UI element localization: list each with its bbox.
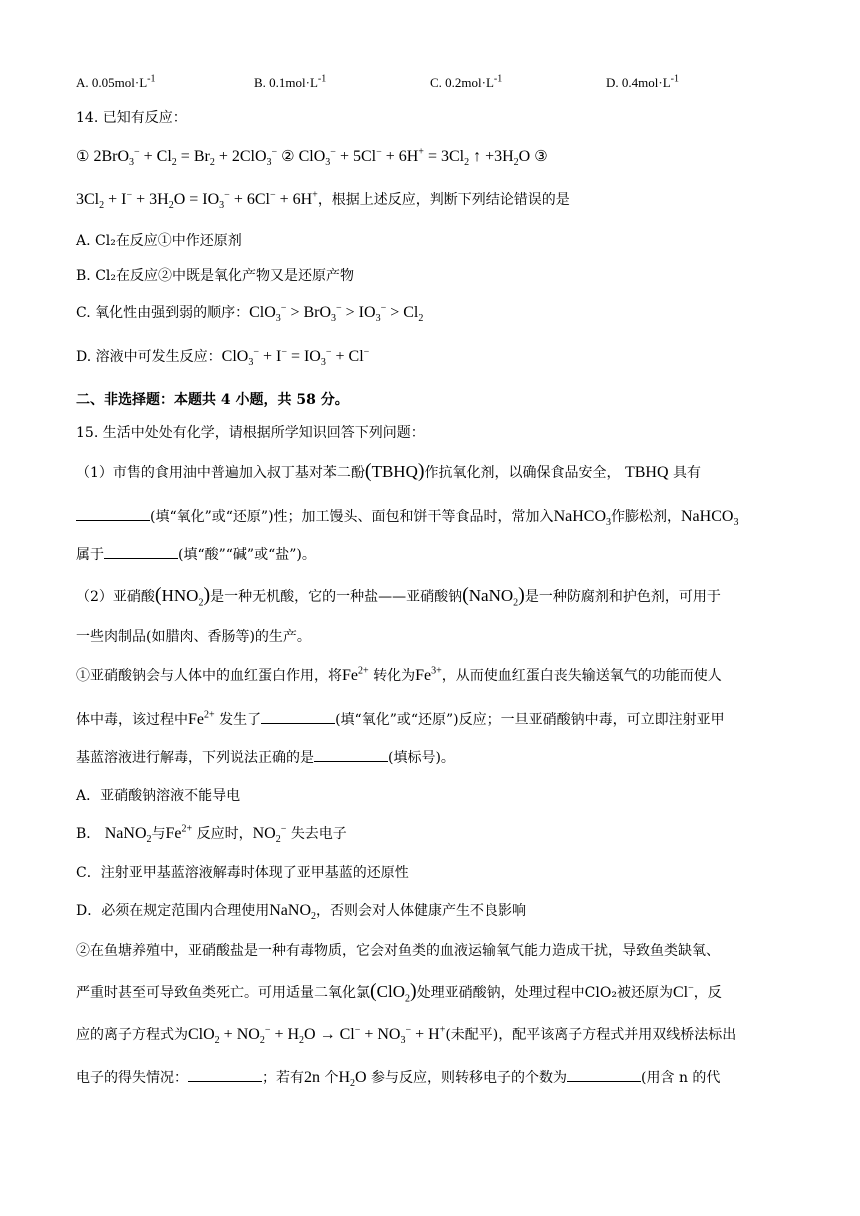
text: 反应时， [196,826,253,842]
q15-sub1-line3 [76,747,455,768]
q14-option-d-text: D. 溶液中可发生反应： [76,349,222,365]
q13-option-a [76,74,155,92]
text: (未配平)，配平该离子方程式并用双线桥法标出 [445,1027,737,1043]
text: ，从而使血红蛋白丧失输送氧气的功能而使人 [441,668,722,684]
text: (填“氧化”或“还原”)性；加工馒头、面包和饼干等食品时，常加入 [150,509,554,525]
q14-stem: 14. 已知有反应： [76,110,187,126]
q15-part2-line1: （2）亚硝酸$(HNO_2)$是一种无机酸，它的一种盐——亚硝酸钠(NaNO$_2$)是一种防腐剂和护色剂，可用于 [76,584,721,609]
text: 属于 [76,547,104,563]
text: 体中毒，该过程中 [76,712,188,728]
text: 严重时甚至可导致鱼类死亡。可用适量二氧化氯 [76,985,370,1001]
text: 发生了 [219,712,262,728]
q15-sub2-line2: 严重时甚至可导致鱼类死亡。可用适量二氧化氯(ClO$_2$)处理亚硝酸钠，处理过程中ClO₂被还原为Cl−，反 [76,980,722,1005]
q15-part1-line2: (填“氧化”或“还原”)性；加工馒头、面包和饼干等食品时，常加入NaHCO$_3$作膨松剂，NaHCO$_3$ [76,506,738,527]
text: 基蓝溶液进行解毒，下列说法正确的是 [76,750,314,766]
text: (填标号)。 [388,750,455,766]
q13-option-d [606,74,679,92]
q15-option-b: B． NaNO$_2$与$Fe^{2+}$ 反应时，$NO_2^-$ 失去电子 [76,823,347,846]
unit-sup: -1 [670,73,679,85]
answer-blank[interactable] [104,544,178,559]
answer-blank[interactable] [567,1067,641,1082]
text: 作抗氧化剂，以确保食品安全， [424,465,621,481]
unit-sup: -1 [147,73,156,85]
text: ，反 [693,985,722,1001]
section-2-heading: 二、非选择题：本题共 4 小题，共 58 分。 [76,392,349,408]
text: （1）市售的食用油中普遍加入叔丁基对苯二酚 [76,465,365,481]
text: 电子的得失情况： [76,1070,188,1086]
q14-option-c: C. 氧化性由强到弱的顺序：$ClO_3^- > BrO_3^- > IO_3^- > Cl_2$ [76,302,424,325]
q15-option-a: A．亚硝酸钠溶液不能导电 [76,788,241,804]
q14-question-text: ，根据上述反应，判断下列结论错误的是 [317,192,570,208]
text: 是一种无机酸，它的一种盐——亚硝酸钠 [210,589,463,605]
text: 应的离子方程式为 [76,1027,188,1043]
text: 是一种防腐剂和护色剂，可用于 [524,589,721,605]
unit-sup: -1 [493,73,503,85]
text: 转化为 [373,668,416,684]
text: 具有 [673,465,701,481]
q15-option-c: C．注射亚甲基蓝溶液解毒时体现了亚甲基蓝的还原性 [76,865,409,881]
q15-option-d: D．必须在规定范围内合理使用NaNO$_2$，否则会对人体健康产生不良影响 [76,902,526,923]
q15-sub1-line2: 体中毒，该过程中$Fe^{2+}$ 发生了 (填“氧化”或“还原”)反应；一旦亚硝酸钠中毒，可立即注射亚甲 [76,709,725,728]
text: ；若有 [262,1070,304,1086]
text: ，否则会对人体健康产生不良影响 [316,903,526,919]
q14-option-c-text: C. 氧化性由强到弱的顺序： [76,305,250,321]
q15-part1-line3 [76,544,316,565]
unit-sup: -1 [317,73,327,85]
q13-option-c [430,74,502,92]
text: 作膨松剂， [611,509,681,525]
q13-option-a-text: A. 0.05mol·L [76,75,148,90]
text: (填“氧化”或“还原”)反应；一旦亚硝酸钠中毒，可立即注射亚甲 [335,712,725,728]
q13-option-b-text: B. 0.1mol·L [254,75,318,90]
q14-reaction-3: $3Cl_2 + I^- + 3H_2O = IO_3^- + 6Cl^- + 6H^+$，根据上述反应，判断下列结论错误的是 [76,189,570,212]
answer-blank[interactable] [314,747,388,762]
q15-part2-line2: 一些肉制品(如腊肉、香肠等)的生产。 [76,629,311,645]
text: B． [76,826,101,842]
q15-sub2-line3: 应的离子方程式为$ClO_2 + NO_2^- + H_2O \to Cl^- + NO_3^- + H^+$(未配平)，配平该离子方程式并用双线桥法标出 [76,1024,737,1047]
q15-part1-line1: （1）市售的食用油中普遍加入叔丁基对苯二酚(TBHQ)作抗氧化剂，以确保食品安全， TBHQ 具有 [76,460,701,482]
text: D．必须在规定范围内合理使用 [76,903,270,919]
text: 参与反应，则转移电子的个数为 [371,1070,568,1086]
q15-sub2-line4: 电子的得失情况： ；若有2n 个$H_2O$ 参与反应，则转移电子的个数为 (用含 n 的代 [76,1069,721,1090]
q14-option-b: B. Cl₂在反应②中既是氧化产物又是还原产物 [76,268,354,284]
text: 失去电子 [290,826,347,842]
q14-option-a: A. Cl₂在反应①中作还原剂 [76,233,242,249]
answer-blank[interactable] [76,506,150,521]
text: 处理亚硝酸钠，处理过程中ClO₂被还原为 [416,985,673,1001]
text: ①亚硝酸钠会与人体中的血红蛋白作用，将 [76,668,342,684]
q13-option-c-text: C. 0.2mol·L [430,75,494,90]
text: (填“酸”“碱”或“盐”)。 [178,547,316,563]
text: 个 [324,1070,339,1086]
q14-reactions-1-2: ① $2BrO_3^- + Cl_2 = Br_2 + 2ClO_3^-$ ② $ClO_3^- + 5Cl^- + 6H^+ = 3Cl_2$ ↑ $+3H_2O$ ③ [76,146,548,169]
q14-option-d: D. 溶液中可发生反应：$ClO_3^- + I^- = IO_3^- + Cl^-$ [76,346,370,369]
answer-blank[interactable] [261,709,335,724]
q15-sub1-line1: ①亚硝酸钠会与人体中的血红蛋白作用，将$Fe^{2+}$ 转化为$Fe^{3+}$，从而使血红蛋白丧失输送氧气的功能而使人 [76,665,722,684]
q13-option-b [254,74,326,92]
text: （2）亚硝酸 [76,589,155,605]
text: (用含 n 的代 [641,1070,721,1086]
q15-stem: 15. 生活中处处有化学，请根据所学知识回答下列问题： [76,425,425,441]
text: 与 [151,826,166,842]
q15-sub2-line1: ②在鱼塘养殖中，亚硝酸盐是一种有毒物质，它会对鱼类的血液运输氧气能力造成干扰，导致鱼类缺氧、 [76,943,720,959]
q13-option-d-text: D. 0.4mol·L [606,75,671,90]
answer-blank[interactable] [188,1067,262,1082]
